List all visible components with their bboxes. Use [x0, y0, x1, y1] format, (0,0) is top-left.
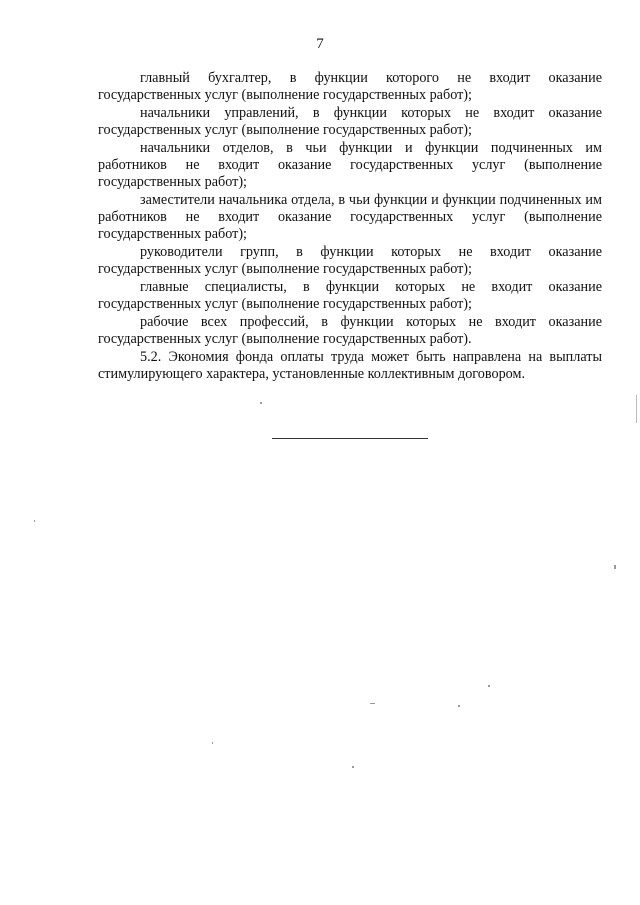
- scan-speck: [352, 766, 354, 768]
- scan-speck: [212, 742, 213, 744]
- paragraph-division-heads: начальники отделов, в чьи функции и функции подчиненных им работников не входит оказание государственных услуг (выполнение государственных работ);: [98, 140, 602, 190]
- scan-speck: [488, 685, 490, 687]
- scan-speck: [458, 705, 460, 707]
- paragraph-group-leaders: руководители групп, в функции которых не входит оказание государственных услуг (выполнение государственных работ);: [98, 243, 602, 277]
- paragraph-department-heads: начальники управлений, в функции которых не входит оказание государственных услуг (выполнение государственных работ);: [98, 105, 602, 138]
- scan-speck: [34, 520, 35, 522]
- page-number: 7: [316, 36, 324, 52]
- scan-speck: [260, 402, 262, 404]
- paragraph-chief-specialists: главные специалисты, в функции которых не входит оказание государственных услуг (выполнение государственных работ);: [98, 279, 602, 312]
- paragraph-section-5-2: 5.2. Экономия фонда оплаты труда может быть направлена на выплаты стимулирующего характера, установленные коллективным договором.: [98, 349, 602, 383]
- scan-speck: [370, 703, 375, 704]
- end-of-text-rule: [272, 438, 428, 439]
- paragraph-workers: рабочие всех профессий, в функции которых не входит оказание государственных услуг (выполнение государственных работ).: [98, 314, 602, 347]
- scan-edge-mark: [636, 395, 637, 423]
- paragraph-deputy-division-heads: заместители начальника отдела, в чьи функции и функции подчиненных им работников не входит оказание государственных услуг (выполнение государственных работ);: [98, 192, 602, 242]
- scan-speck: [614, 565, 616, 569]
- document-body: [98, 70, 602, 383]
- paragraph-chief-accountant: главный бухгалтер, в функции которого не входит оказание государственных услуг (выполнение государственных работ);: [98, 70, 602, 103]
